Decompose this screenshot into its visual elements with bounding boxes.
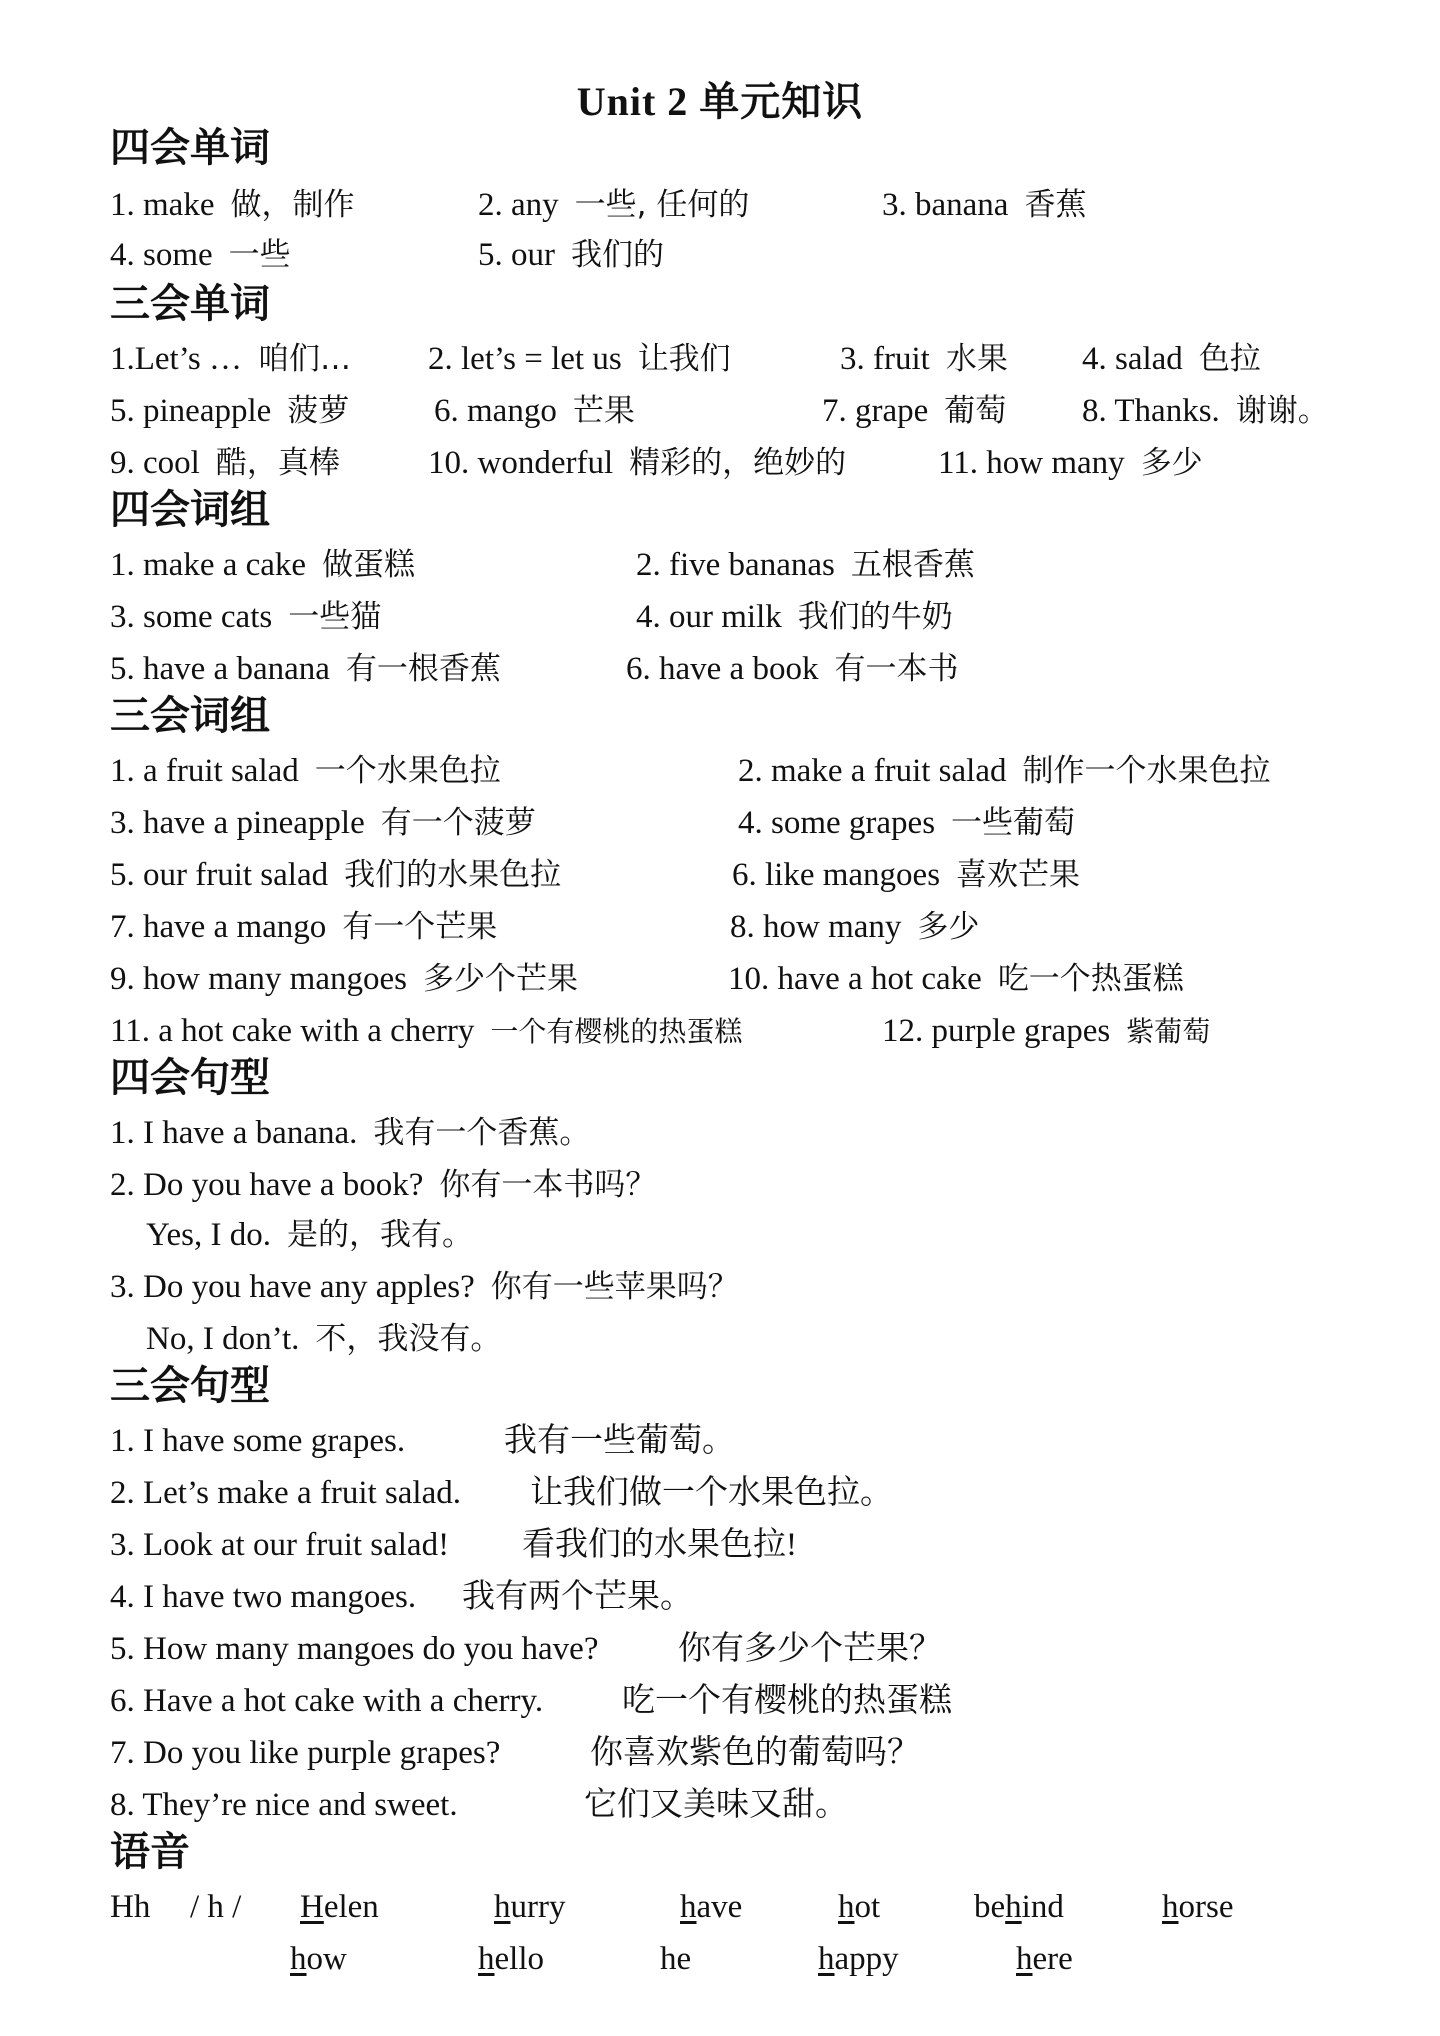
phrase-row	[0, 954, 1440, 1004]
phrase-row	[0, 644, 1440, 694]
phrase-row	[0, 1006, 1440, 1056]
phrase-item: 5. have a banana 有一根香蕉	[110, 651, 501, 687]
phrase-item: 4. our milk 我们的牛奶	[636, 599, 953, 635]
phonics-word: have	[680, 1889, 743, 1925]
phrase-item: 7. have a mango 有一个芒果	[110, 909, 498, 945]
phrase-row	[0, 540, 1440, 590]
sentence-en: 8. They’re nice and sweet.	[110, 1787, 458, 1823]
phonics-word: hurry	[494, 1889, 566, 1925]
phonics-word: hot	[838, 1889, 881, 1925]
sentence-row	[0, 1520, 1440, 1570]
phonics-word: hello	[478, 1941, 544, 1977]
phonics-word: he	[660, 1941, 692, 1977]
sentence-row	[0, 1160, 1440, 1210]
sentence-en: 3. Look at our fruit salad!	[110, 1527, 450, 1563]
vocab-item: 9. cool 酷，真棒	[110, 445, 340, 481]
phrase-item: 1. make a cake 做蛋糕	[110, 547, 416, 583]
sentence-zh: 你喜欢紫色的葡萄吗？	[590, 1735, 920, 1771]
phrase-row	[0, 746, 1440, 796]
sentence-item: 1. I have a banana. 我有一个香蕉。	[110, 1115, 591, 1151]
sentence-zh: 我有两个芒果。	[462, 1579, 693, 1615]
phrase-item: 6. like mangoes 喜欢芒果	[732, 857, 1081, 893]
phonics-sound: / h /	[190, 1889, 242, 1925]
phrase-item: 8. how many 多少	[730, 909, 980, 945]
vocab-item: 8. Thanks. 谢谢。	[1082, 393, 1329, 429]
vocab-row	[0, 334, 1440, 384]
sentence-zh: 看我们的水果色拉!	[522, 1527, 797, 1563]
sentence-row	[0, 1108, 1440, 1158]
phonics-word: happy	[818, 1941, 899, 1977]
phrase-item: 3. some cats 一些猫	[110, 599, 382, 635]
phonics-word: Helen	[300, 1889, 379, 1925]
sentence-row	[0, 1262, 1440, 1312]
vocab-item: 3. banana 香蕉	[882, 187, 1087, 223]
vocab-item: 5. pineapple 菠萝	[110, 393, 350, 429]
phrase-item: 3. have a pineapple 有一个菠萝	[110, 805, 536, 841]
vocab-item: 4. some 一些	[110, 237, 291, 273]
phonics-word: here	[1016, 1941, 1073, 1977]
vocab-row	[0, 438, 1440, 488]
vocab-item: 4. salad 色拉	[1082, 341, 1261, 377]
sentence-row	[0, 1728, 1440, 1778]
section-heading-four-phrases: 四会词组	[110, 487, 270, 533]
phrase-item: 9. how many mangoes 多少个芒果	[110, 961, 578, 997]
phrase-row	[0, 850, 1440, 900]
phonics-row	[0, 1882, 1440, 1932]
vocab-item: 2. let’s = let us 让我们	[428, 341, 731, 377]
section-heading-four-words: 四会单词	[110, 125, 270, 171]
sentence-zh: 它们又美味又甜。	[584, 1787, 848, 1823]
sentence-item: 2. Do you have a book? 你有一本书吗？	[110, 1167, 657, 1203]
section-heading-phonics: 语音	[110, 1829, 190, 1875]
sentence-zh: 我有一些葡萄。	[504, 1423, 735, 1459]
phonics-letter: Hh	[110, 1889, 151, 1925]
phrase-item: 2. make a fruit salad 制作一个水果色拉	[738, 753, 1271, 789]
vocab-item: 11. how many 多少	[938, 445, 1203, 481]
vocab-row	[0, 230, 1440, 280]
vocab-item: 10. wonderful 精彩的，绝妙的	[428, 445, 847, 481]
sentence-zh: 让我们做一个水果色拉。	[530, 1475, 893, 1511]
vocab-item: 2. any 一些, 任何的	[478, 187, 750, 223]
vocab-item: 6. mango 芒果	[434, 393, 635, 429]
vocab-row	[0, 180, 1440, 230]
sentence-row	[0, 1210, 1440, 1260]
phonics-word: how	[290, 1941, 347, 1977]
sentence-en: 2. Let’s make a fruit salad.	[110, 1475, 461, 1511]
phrase-item: 5. our fruit salad 我们的水果色拉	[110, 857, 562, 893]
sentence-item: 3. Do you have any apples? 你有一些苹果吗？	[110, 1269, 739, 1305]
page-title: Unit 2 单元知识	[576, 79, 864, 124]
sentence-en: 1. I have some grapes.	[110, 1423, 406, 1459]
sentence-item: No, I don’t. 不，我没有。	[146, 1321, 502, 1357]
sentence-row	[0, 1780, 1440, 1830]
phrase-item: 6. have a book 有一本书	[626, 651, 959, 687]
sentence-row	[0, 1572, 1440, 1622]
phrase-item: 4. some grapes 一些葡萄	[738, 805, 1076, 841]
sentence-item: Yes, I do. 是的，我有。	[146, 1217, 474, 1253]
vocab-item: 1.Let’s … 咱们…	[110, 341, 351, 377]
sentence-row	[0, 1468, 1440, 1518]
sentence-row	[0, 1314, 1440, 1364]
sentence-en: 4. I have two mangoes.	[110, 1579, 417, 1615]
vocab-item: 3. fruit 水果	[840, 341, 1008, 377]
sentence-en: 6. Have a hot cake with a cherry.	[110, 1683, 544, 1719]
phrase-row	[0, 798, 1440, 848]
vocab-row	[0, 386, 1440, 436]
sentence-row	[0, 1624, 1440, 1674]
sentence-zh: 你有多少个芒果？	[678, 1631, 942, 1667]
phrase-row	[0, 902, 1440, 952]
sentence-row	[0, 1676, 1440, 1726]
phrase-item: 10. have a hot cake 吃一个热蛋糕	[728, 961, 1184, 997]
phrase-item: 12. purple grapes 紫葡萄	[882, 1013, 1211, 1049]
section-heading-three-phrases: 三会词组	[110, 693, 270, 739]
sentence-zh: 吃一个有樱桃的热蛋糕	[622, 1683, 952, 1719]
sentence-en: 7. Do you like purple grapes?	[110, 1735, 501, 1771]
section-heading-three-words: 三会单词	[110, 281, 270, 327]
vocab-item: 1. make 做，制作	[110, 187, 355, 223]
phrase-item: 2. five bananas 五根香蕉	[636, 547, 975, 583]
vocab-item: 5. our 我们的	[478, 237, 664, 273]
phonics-word: behind	[974, 1889, 1064, 1925]
sentence-row	[0, 1416, 1440, 1466]
section-heading-three-sentences: 三会句型	[110, 1363, 270, 1409]
phonics-word: horse	[1162, 1889, 1234, 1925]
section-heading-four-sentences: 四会句型	[110, 1055, 270, 1101]
sentence-en: 5. How many mangoes do you have?	[110, 1631, 599, 1667]
phrase-item: 1. a fruit salad 一个水果色拉	[110, 753, 501, 789]
vocab-item: 7. grape 葡萄	[822, 393, 1007, 429]
phrase-row	[0, 592, 1440, 642]
phrase-item: 11. a hot cake with a cherry 一个有樱桃的热蛋糕	[110, 1013, 743, 1049]
phonics-row	[0, 1934, 1440, 1984]
